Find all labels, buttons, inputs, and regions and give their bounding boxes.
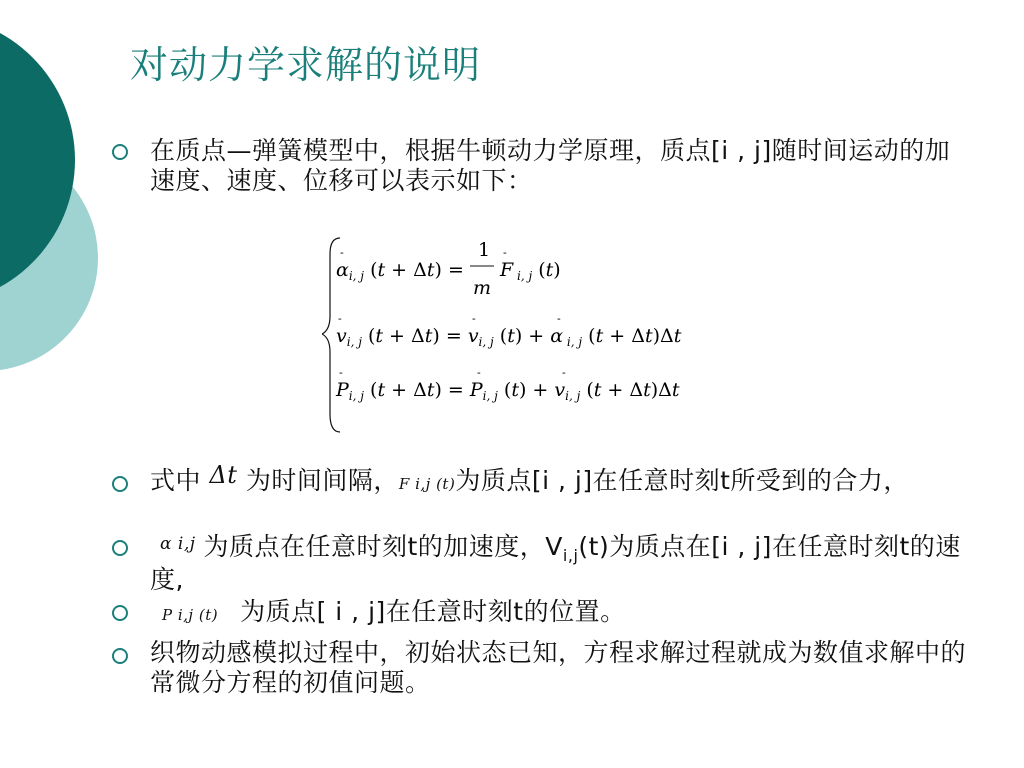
bullet-marker xyxy=(112,605,128,621)
page-title: 对动力学求解的说明 xyxy=(130,43,482,87)
svg-text:-: - xyxy=(562,366,566,379)
eq1-rhs: F $_{i, j}$ (t) xyxy=(500,259,561,283)
bullet-text-5: 织物动感模拟过程中，初始状态已知，方程求解过程就成为数值求解中的常微分方程的初值问题。 xyxy=(150,638,967,697)
b2-post: 为质点[i , j]在任意时刻t所受到的合力， xyxy=(455,466,909,495)
svg-text:-: - xyxy=(557,312,561,325)
svg-text:-: - xyxy=(503,246,507,259)
svg-text:-: - xyxy=(338,312,342,325)
svg-text:-: - xyxy=(339,366,343,379)
force-symbol: F i,j (t) xyxy=(398,475,456,493)
bullet-marker xyxy=(112,648,128,664)
bullet-text-4 xyxy=(150,597,970,630)
bullet-text-3 xyxy=(150,532,970,595)
eq1-denominator: m xyxy=(473,277,492,299)
bullet-text-1: 在质点—弹簧模型中，根据牛顿动力学原理，质点[i , j]随时间运动的加速度、速度、位移可以表示如下： xyxy=(150,136,951,195)
b2-mid: 为时间间隔， xyxy=(245,466,399,495)
svg-text:-: - xyxy=(477,366,481,379)
bullet-text-2 xyxy=(150,461,970,499)
position-symbol: P i,j (t) xyxy=(162,606,219,624)
alpha-symbol: α i,j xyxy=(160,534,196,554)
eq1-lhs: $\alpha_{i, j}$ (t + Δt) = xyxy=(336,259,464,283)
eq3: $P_{i, j}$ $(t + \Delta t) = P_{i, j}$ $(t) + v_{i, j}$ (t + Δt)Δt xyxy=(336,379,680,403)
svg-text:-: - xyxy=(340,246,344,259)
svg-text:-: - xyxy=(472,312,476,325)
b3-text-b: (t)为质点在[i , j]在任意时刻t的速度, xyxy=(150,532,961,594)
equation-system xyxy=(322,234,742,436)
eq2: $v_{i, j}$ $(t + \Delta t) = v_{i, j}$ (t) + α $_{i, j}$ (t + Δt)Δt xyxy=(336,325,682,349)
b4-text: 为质点[ i , j]在任意时刻t的位置。 xyxy=(240,597,626,626)
delta-t-symbol: Δt xyxy=(209,461,238,489)
bullet-marker xyxy=(112,144,128,160)
eq1-numerator: 1 xyxy=(478,239,491,261)
b3-text-a: 为质点在任意时刻t的加速度，V xyxy=(203,532,563,561)
b2-pre: 式中 xyxy=(150,466,202,495)
b3-sub: i,j xyxy=(562,546,579,565)
bullet-marker xyxy=(112,540,128,556)
bullet-marker xyxy=(112,476,128,492)
